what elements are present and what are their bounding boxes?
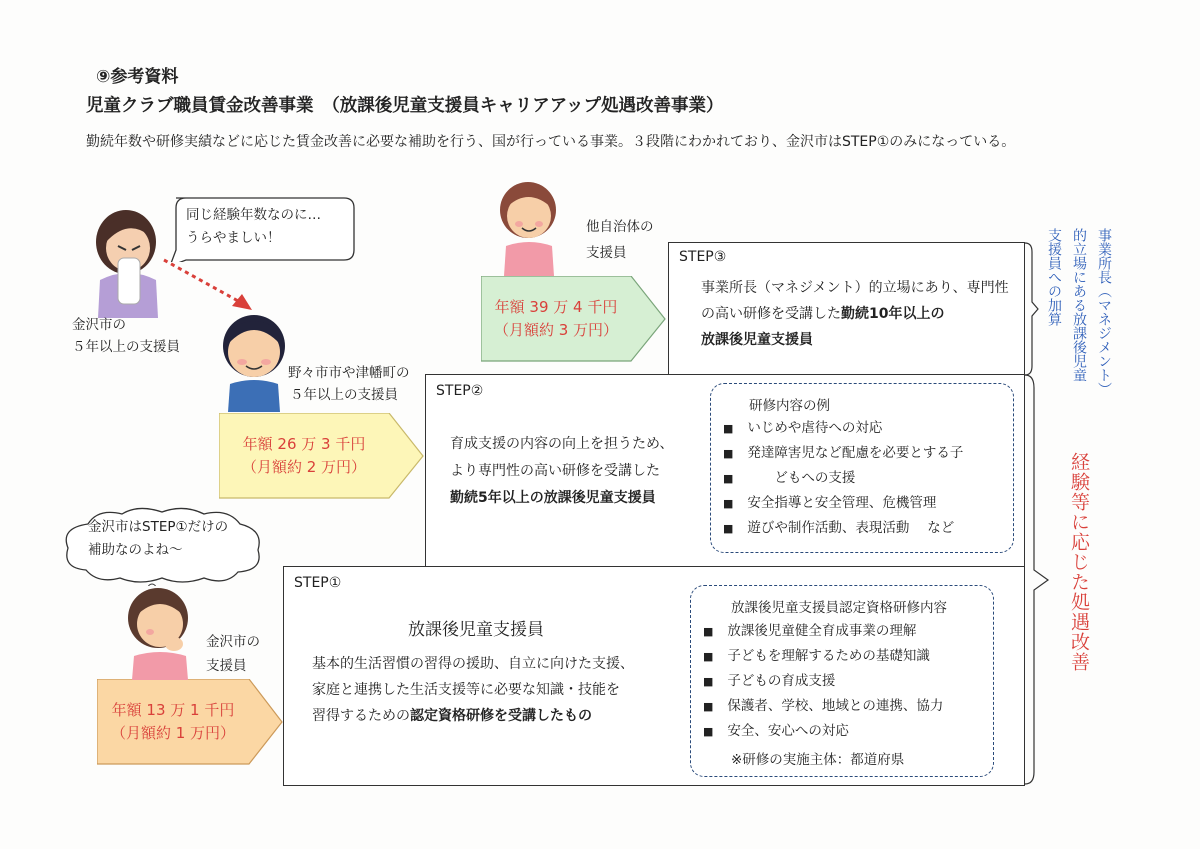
speech-bubble-envy bbox=[186, 204, 321, 250]
step1-heading: 放課後児童支援員 bbox=[408, 620, 544, 640]
step1-training-list bbox=[703, 619, 943, 744]
list-item: ■ 遊びや制作活動、表現活動 など bbox=[723, 516, 963, 541]
page-description: 勤続年数や研修実績などに応じた賃金改善に必要な補助を行う、国が行っている事業。３段階にわかれており、金沢市はSTEP①のみになっている。 bbox=[86, 134, 1016, 150]
list-item: ■ 子どもの育成支援 bbox=[703, 669, 943, 694]
kanazawa-label bbox=[206, 630, 260, 678]
other-municipality-label bbox=[586, 214, 654, 266]
page-title: 児童クラブ職員賃金改善事業 （放課後児童支援員キャリアアップ処遇改善事業） bbox=[86, 96, 724, 116]
kanazawa-5yr-line2: ５年以上の支援員 bbox=[72, 339, 180, 355]
step3-line1: 事業所長（マネジメント）的立場にあり、専門性 bbox=[701, 280, 1009, 296]
step1-training-box bbox=[690, 585, 994, 777]
step2-training-box bbox=[710, 383, 1014, 553]
step2-line2: より専門性の高い研修を受講した bbox=[450, 463, 660, 479]
kanazawa-5yr-label bbox=[72, 314, 180, 358]
kanazawa-5yr-line1: 金沢市の bbox=[72, 317, 126, 333]
step3-line2-bold: 勤続10年以上の bbox=[841, 306, 945, 322]
list-item: ■ 安全、安心への対応 bbox=[703, 719, 943, 744]
step2-training-title: 研修内容の例 bbox=[749, 398, 830, 414]
step2-line1: 育成支援の内容の向上を担うため、 bbox=[450, 436, 674, 452]
side-note-blue-2: 的立場にある放課後児童 bbox=[1071, 228, 1087, 382]
list-item: ■ 保護者、学校、地域との連携、協力 bbox=[703, 694, 943, 719]
list-item: ■ 子どもを理解するための基礎知識 bbox=[703, 644, 943, 669]
kanazawa-line1: 金沢市の bbox=[206, 634, 260, 650]
side-note-blue-3: 支援員への加算 bbox=[1046, 228, 1062, 326]
side-note-blue-1: 事業所長（マネジメント） bbox=[1096, 228, 1112, 396]
step2-training-list bbox=[723, 416, 963, 541]
cloud-bubble-only-step1 bbox=[88, 516, 228, 562]
list-item: ■ 発達障害児など配慮を必要とする子 bbox=[723, 441, 963, 466]
list-item: ■ いじめや虐待への対応 bbox=[723, 416, 963, 441]
step2-line3: 勤続5年以上の放課後児童支援員 bbox=[450, 490, 656, 506]
kanazawa-line2: 支援員 bbox=[206, 658, 247, 674]
step1-amount bbox=[97, 679, 249, 765]
step3-amount-monthly: （月額約 3 万円） bbox=[493, 321, 619, 339]
step1-training-title: 放課後児童支援員認定資格研修内容 bbox=[731, 600, 947, 616]
side-bracket-blue bbox=[1024, 242, 1040, 376]
dotted-red-arrow bbox=[160, 256, 256, 314]
list-item-continued-text: どもへの支援 bbox=[774, 470, 856, 486]
list-item-continued bbox=[723, 466, 963, 491]
list-item: ■ 放課後児童健全育成事業の理解 bbox=[703, 619, 943, 644]
only-line1: 金沢市はSTEP①だけの bbox=[88, 519, 229, 535]
nonoichi-line1: 野々市市や津幡町の bbox=[288, 365, 410, 381]
step3-amount-annual: 年額 39 万 4 千円 bbox=[494, 297, 618, 316]
nonoichi-line2: ５年以上の支援員 bbox=[290, 387, 398, 403]
step3-box bbox=[668, 242, 1025, 376]
step1-amount-monthly: （月額約 1 万円） bbox=[110, 724, 236, 742]
side-bracket-red bbox=[1024, 374, 1054, 786]
step3-label: STEP③ bbox=[679, 249, 727, 265]
step1-amount-annual: 年額 13 万 1 千円 bbox=[111, 700, 235, 719]
step1-description bbox=[312, 651, 634, 729]
step3-description bbox=[701, 275, 1021, 353]
other-municipality-person-illustration bbox=[494, 178, 564, 276]
step2-box bbox=[425, 374, 1025, 568]
nonoichi-label bbox=[288, 362, 410, 406]
envy-line1: 同じ経験年数なのに… bbox=[186, 207, 321, 223]
list-item: ■ 安全指導と安全管理、危機管理 bbox=[723, 491, 963, 516]
envious-person-illustration bbox=[92, 206, 164, 318]
step3-amount bbox=[481, 276, 631, 362]
only-line2: 補助なのよね～ bbox=[88, 541, 183, 558]
other-line1: 他自治体の bbox=[586, 219, 654, 235]
step3-line3: 放課後児童支援員 bbox=[701, 332, 813, 348]
step2-amount-annual: 年額 26 万 3 千円 bbox=[242, 434, 366, 453]
step2-amount bbox=[219, 413, 389, 499]
step1-box bbox=[283, 566, 1025, 786]
side-note-red: 経験等に応じた処遇改善 bbox=[1068, 452, 1090, 672]
step2-amount-monthly: （月額約 2 万円） bbox=[241, 458, 367, 476]
step1-line3-bold: 認定資格研修を受講したもの bbox=[410, 708, 592, 724]
step1-label: STEP① bbox=[294, 575, 342, 591]
step3-line2: の高い研修を受講した bbox=[701, 306, 841, 322]
reference-label: ⑨参考資料 bbox=[96, 67, 179, 87]
kanazawa-person-illustration bbox=[124, 584, 198, 680]
step2-description bbox=[450, 431, 673, 512]
step1-line3: 習得するための bbox=[312, 708, 410, 724]
other-line2: 支援員 bbox=[586, 245, 627, 261]
step1-line2: 家庭と連携した生活支援等に必要な知識・技能を bbox=[312, 682, 620, 698]
step2-label: STEP② bbox=[436, 383, 484, 399]
step1-line1: 基本的生活習慣の習得の援助、自立に向けた支援、 bbox=[312, 656, 634, 672]
boy-illustration bbox=[218, 310, 290, 412]
step1-training-note: ※研修の実施主体：都道府県 bbox=[731, 752, 905, 768]
envy-line2: うらやましい！ bbox=[186, 229, 281, 246]
